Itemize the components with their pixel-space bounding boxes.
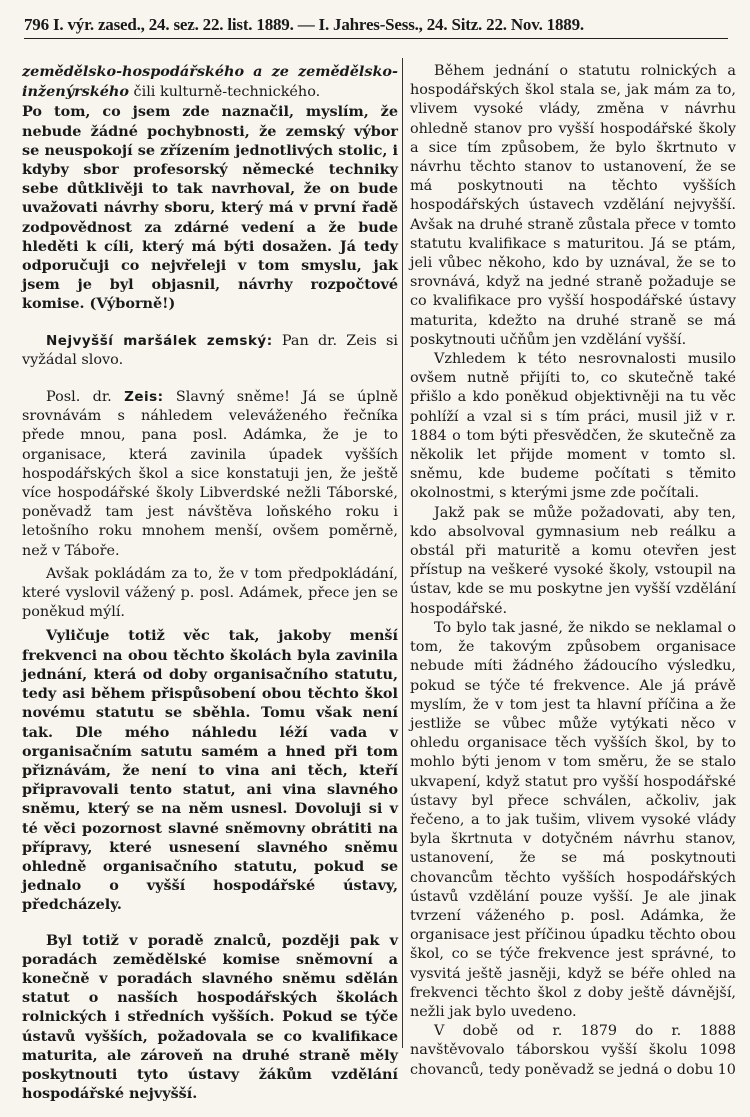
text: čili kulturně-technického. [128, 84, 321, 101]
paragraph [22, 62, 398, 102]
paragraph: To bylo tak jasné, že nikdo se neklamal o tom, že takovým způsobem organisace nebude míti žádného žádoucího výsledku, pokud se týče té frekvence. Ale já právě myslím, že v tom jest ta hlavní příčina a že jestliže se vůbec může vytýkati něco v ohledu organisace těch vyšších škol, by to mohlo býti jenom v tom směru, že se stalo ukvapení, když statut pro vyšší hospodářské ústavy byl přece schválen, ačkoliv, jak řečeno, a to jak tušim, vlivem vysoké vlády byla škrtnuta v dotyčném návrhu stanov, ustanovení, že se má poskytnouti chovancům těchto vyšších hospodářských ústavů vzdělání pouze vyšší. Je ale jinak tvrzení váženého p. posl. Adámka, že organisace jest příčinou úpadku těchto obou škol, co se týče frekvence jest správné, to vysvitá ještě jasněji, když se béře ohled na frekvenci těchto škol z doby ještě dávnější, nežli jak bylo uvedeno. [410, 619, 736, 1020]
paragraph: Během jednání o statutu rolnických a hospodářských škol stala se, jak mám za to, vlivem vysoké vlády, změna v návrhu ohledně stanov pro vyšší hospodářské školy a sice tím způsobem, že bylo škrtnuto v návrhu těchto stanov to ustanovení, že se má poskytnouti na těchto vyšších hospodářských ústavech vzdělání nejvyšší. Avšak na druhé straně zůstala přece v tomto statutu kvalifikace s maturitou. Já se ptám, jeli vůbec někoho, kdo by uznával, že se to srovnává, když na jedné straně požaduje se co kvalifikace pro vyšší hospodářské ústavy maturita, kdežto na druhé straně se má poskytnouti učňům jen vzdělání vyšší. [410, 63, 736, 348]
text: Posl. dr. [46, 389, 125, 406]
text: Pan dr. Zeis si vyžádal slovo. [22, 332, 398, 368]
page-header: 796 I. výr. zased., 24. sez. 22. list. 1889. — I. Jahres-Sess., 24. Sitz. 22. Nov. 1889. [24, 12, 728, 39]
paragraph: Avšak pokládám za to, že v tom předpokládání, které vyslovil vážený p. posl. Adámek, přece jen se poněkud mýlí. [22, 565, 398, 621]
right-column [410, 62, 736, 1080]
left-column [22, 62, 398, 1103]
column-divider [402, 58, 403, 1048]
paragraph: V době od r. 1879 do r. 1888 navštěvovalo táborskou vyšší školu 1098 chovanců, tedy poněvadž se jedná o dobu 10 [410, 1023, 736, 1078]
speaker-name: Zeis: [124, 389, 164, 406]
paragraph [22, 388, 398, 561]
paragraph: Vzhledem k této nesrovnalosti musilo ovšem nutně přijíti to, co skutečně také přišlo a kdo poněkud objektivněji na tu věc pohlíží a vzal si s tím práci, musil již v r. 1884 o tom býti přesvědčen, že skutečně za několik let přijde moment v tomto sl. sněmu, kde budeme počítati s těmito okolnostmi, s kterými jsme zde počítali. [410, 351, 736, 502]
paragraph [22, 332, 398, 370]
speaker-name: Nejvyšší maršálek zemský: [46, 332, 273, 349]
text: Slavný sněme! Já se úplně srovnávám s náhledem veleváženého řečníka přede mnou, pana posl. Adámka, že je to organisace, která zavinila úpadek vyšších hospodářských škol a sice konstatuji jen, že ještě více hospodářské školy Libverdské nežli Táborské, poněvadž tam jest návštěva loňského roku i letošního roku mnohem menší, ovšem poměrně, než v Táboře. [22, 389, 398, 559]
paragraph: Vyličuje totiž věc tak, jakoby menší frekvenci na obou těchto školách byla zavinila jednání, která od doby organisačního statutu, tedy asi během přispůsobení obou těchto škol novému statutu se sběhla. Tomu však není tak. Dle mého náhledu léží vada v organisačním satutu samém a hned při tom přiznávám, že není to vina ani těch, kteří připravovali tento statut, ani vina slavného sněmu, který se na něm usnesl. Dovoluji si v té věci pozornost slavné sněmovny obrátiti na přípravy, které usnesení slavného sněmu ohledně organisačního statutu, pokud se jednalo o vyšší hospodářské ústavy, předcházely. [22, 627, 398, 914]
paragraph: Po tom, co jsem zde naznačil, myslím, že nebude žádné pochybnosti, že zemský výbor se neuspokojí se zřízením jednotlivých stolic, i kdyby sbor profesorský německé techniky sebe důtklivěji to tak navrhoval, že on bude uvažovati návrhy sboru, který má v první řadě zodpovědnost za zdárné vedení a že bude hleděti k cíli, který má býti dosažen. Já tedy odporučuji co nejvřeleji v tom smyslu, jak jsem je byl objasnil, návrhy rozpočtové komise. (Výborně!) [22, 103, 398, 313]
paragraph: Jakž pak se může požadovati, aby ten, kdo absolvoval gymnasium neb reálku a obstál při maturitě a komu otevřen jest přístup na veškeré vysoké školy, vstoupil na ústav, kde se mu poskytne jen vyšší vzdělání hospodářské. [410, 504, 736, 617]
paragraph: Byl totiž v poradě znalců, později pak v poradách zemědělské komise sněmovní a konečně v poradách slavného sněmu sdělán statut o nasších hospodářských školách rolnických i středních vyšších. Pokud se týče ústavů vyšších, požadovala se co kvalifikace maturita, ale zároveň na druhé straně měly poskytnouti tyto ústavy žákům vzdělání hospodářské nejvyšší. [22, 931, 398, 1103]
italic-text: zemědělsko-hospodářského a ze zemědělsko-inženýrského [22, 63, 398, 101]
